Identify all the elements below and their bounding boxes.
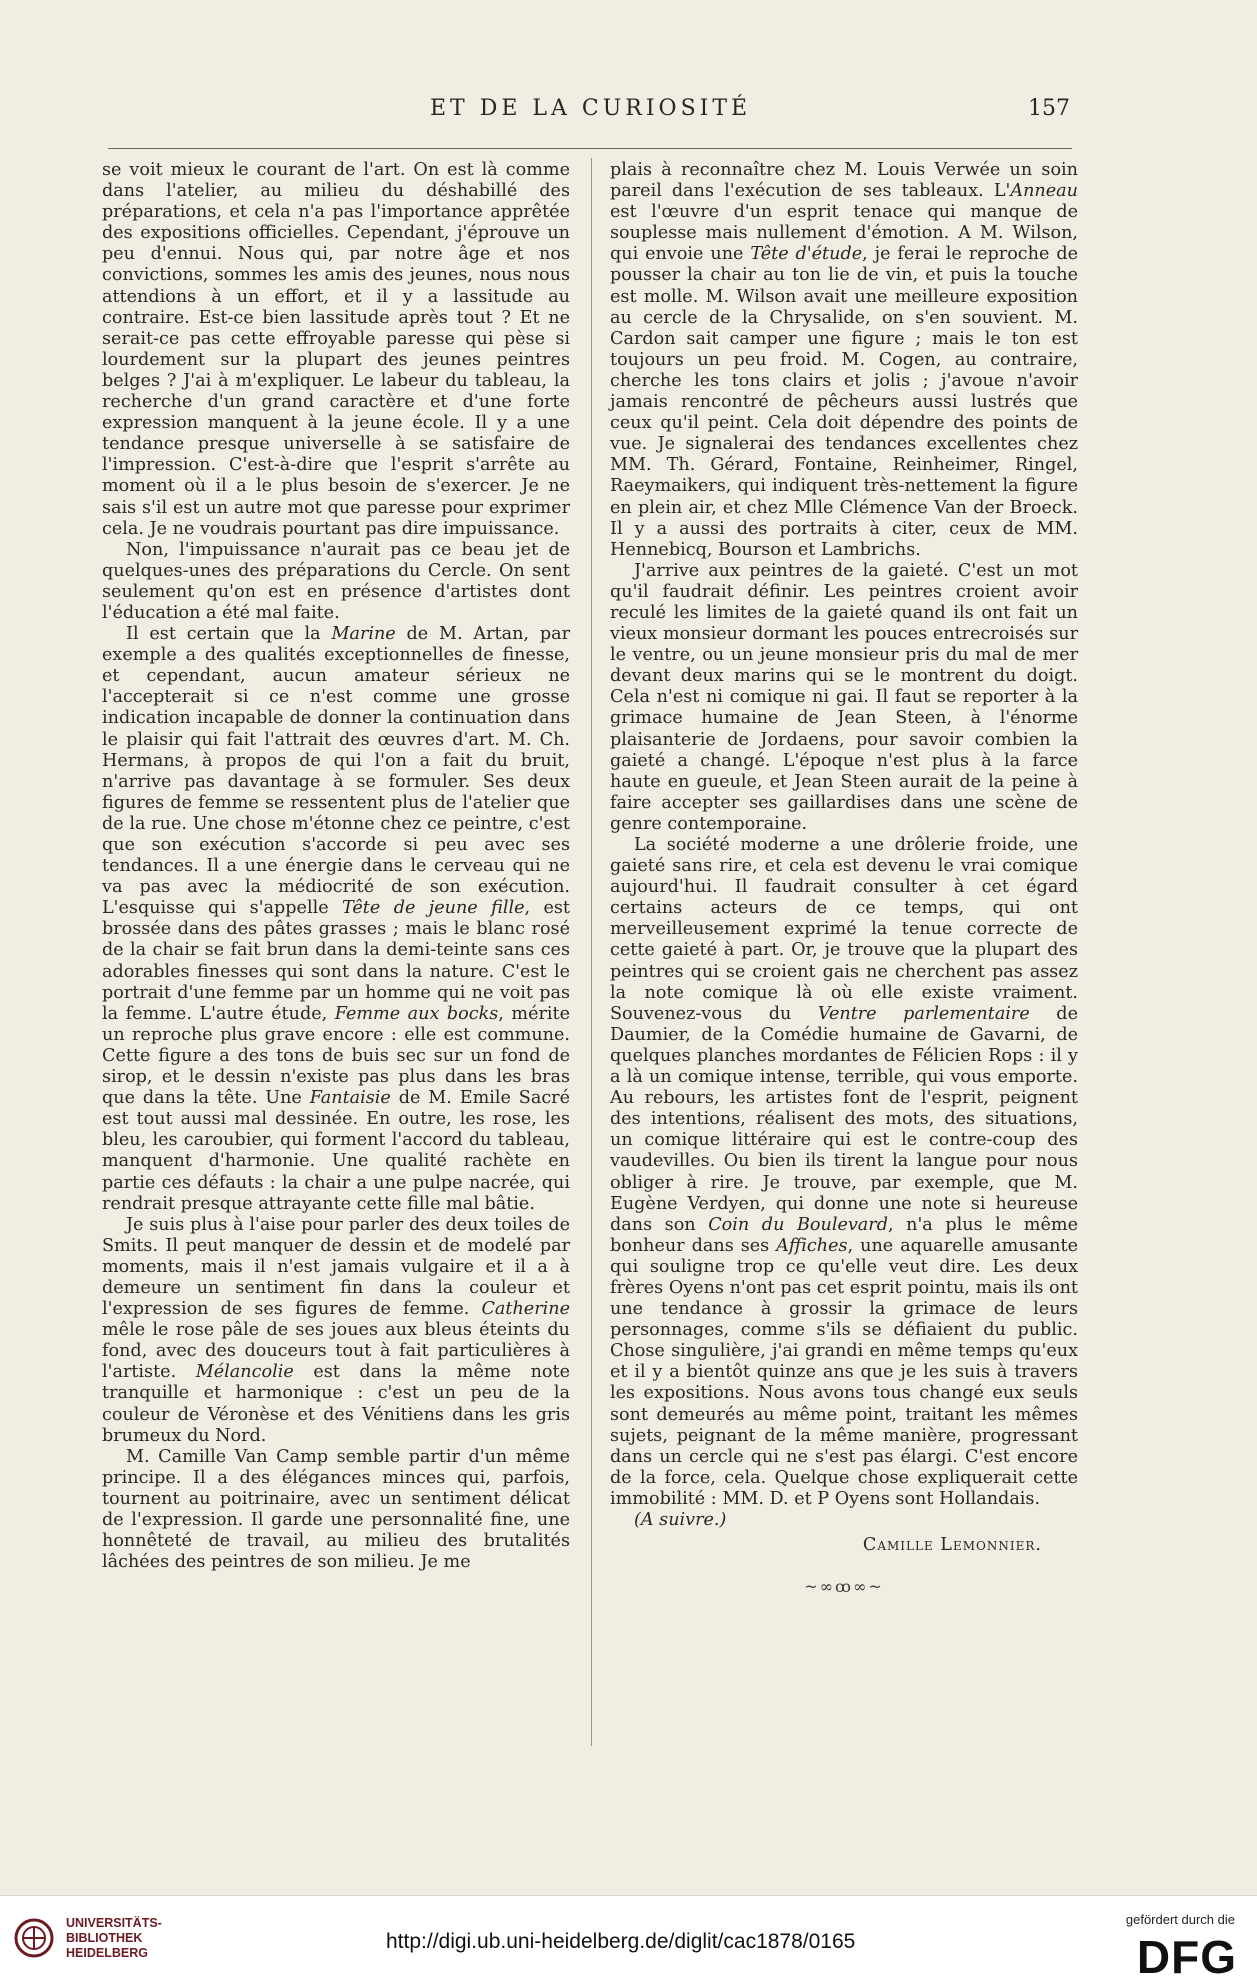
text-segment: plais à reconnaître chez M. Louis Verwée un soin pareil dans l'exécution de ses tableaux. L' (610, 160, 1078, 202)
text-segment: La société moderne a une drôlerie froide, une gaieté sans rire, et cela est devenu le vrai comique aujourd'hui. Il faudrait consulter à cet égard certains acteurs de ce temps, qui ont merveilleusement exprimé la tenue correcte de cette gaieté à part. Or, je trouve que la plupart des peintres qui se croient gais ne cherchent pas assez la note comique là où elle existe vraiment. Souvenez-vous du (610, 835, 1078, 1024)
institution-line: UNIVERSITÄTS- (66, 1916, 162, 1930)
italic-title: Tête d'étude (750, 244, 863, 265)
paragraph (102, 160, 570, 540)
paragraph (102, 1215, 570, 1447)
to-be-continued: (A suivre.) (634, 1510, 727, 1530)
italic-title: Mélancolie (195, 1362, 294, 1383)
permalink-url[interactable]: http://digi.ub.uni-heidelberg.de/diglit/cac1878/0165 (386, 1930, 856, 1953)
header-title: ET DE LA CURIOSITÉ (430, 96, 752, 121)
paragraph (102, 624, 570, 1215)
paragraph (102, 540, 570, 624)
text-segment: est l'œuvre d'un esprit tenace qui manque de souplesse mais nullement d'émotion. A M. Wilson, qui envoie une (610, 202, 1078, 265)
university-seal-icon (14, 1918, 54, 1958)
text-segment: de Daumier, de la Comédie humaine de Gavarni, de quelques planches mordantes de Félicien Rops : il y a là un comique intense, terrible, qui vous emporte. Au rebours, les artistes font de l'esprit, peignent des intentions, réalisent des mots, des situations, un comique littéraire qui est le contre-coup des vaudevilles. Ou bien ils tirent la langue pour nous obliger à rire. Je trouve, par exemple, que M. Eugène Verdyen, qui donne une note si heureuse dans son (610, 1003, 1078, 1235)
text-segment: Je suis plus à l'aise pour parler des deux toiles de Smits. Il peut manquer de dessin et de modelé par moments, mais il n'est jamais vulgaire et il a à demeure un sentiment fin dans la couleur et l'expression de ses figures de femme. (102, 1214, 570, 1320)
header-rule (108, 148, 1072, 149)
running-header (100, 96, 1080, 132)
italic-title: Ventre parlementaire (817, 1003, 1030, 1024)
text-segment: se voit mieux le courant de l'art. On est là comme dans l'atelier, au milieu du déshabillé des préparations, et cela n'a pas l'importance apprêtée des expositions officielles. Cependant, j'éprouve un peu d'ennui. Nous qui, par notre âge et nos convictions, sommes les amis des jeunes, nous nous attendions à un effort, et il y a lassitude au contraire. Est-ce bien lassitude après tout ? Et ne serait-ce pas cette effroyable paresse qui pèse si lourdement sur la plupart des jeunes peintres belges ? J'ai à m'expliquer. Le labeur du tableau, la recherche d'un grand caractère et d'une forte expression manquent à la jeune école. Il y a une tendance presque universelle à se satisfaire de l'impression. C'est-à-dire que l'esprit s'arrête au moment où il a le plus besoin de s'exercer. Je ne sais s'il est un autre mot que paresse pour exprimer cela. Je ne voudrais pourtant pas dire impuissance. (102, 160, 570, 539)
italic-title: Affiches (776, 1235, 848, 1256)
paragraph (102, 1447, 570, 1574)
funding-note: gefördert durch die (1125, 1912, 1235, 1927)
page-number: 157 (1028, 96, 1070, 121)
italic-title: Catherine (481, 1299, 570, 1320)
italic-title: Anneau (1010, 181, 1078, 202)
university-library-name (66, 1916, 162, 1961)
italic-title: Femme aux bocks (334, 1003, 499, 1024)
italic-title: Tête de jeune fille (342, 898, 525, 919)
text-segment: de M. Emile Sacré est tout aussi mal dessinée. En outre, les rose, les bleu, les caroubier, qui forment l'accord du tableau, manquent d'harmonie. Une qualité rachète en partie ces défauts : la chair a une pulpe nacrée, qui rendrait presque attrayante cette fille mal bâtie. (102, 1088, 571, 1214)
institution-line: HEIDELBERG (66, 1946, 148, 1960)
left-column (102, 160, 570, 1573)
paragraph (610, 160, 1078, 561)
text-segment: , n'a plus le même bonheur dans ses (610, 1214, 1078, 1256)
paragraph (610, 835, 1078, 1510)
institution-line: BIBLIOTHEK (66, 1931, 143, 1945)
text-segment: , une aquarelle amusante qui souligne trop ce qu'elle veut dire. Les deux frères Oyens n'ont pas cet esprit pointu, mais ils ont une tendance à grossir la grimace de leurs personnages, comme s'ils se défiaient du public. Chose singulière, j'ai grandi en même temps qu'eux et il y a bientôt quinze ans que je les suis à travers les expositions. Nous avons tous changé eux seuls sont demeurés au même point, traitant les mêmes sujets, peignant de la même manière, progressant dans un cercle qui ne s'est pas élargi. C'est encore de la force, cela. Quelque chose expliquerait cette immobilité : MM. D. et P Oyens sont Hollandais. (610, 1235, 1078, 1509)
ornament-icon: ~∞ꝏ∞~ (804, 1577, 884, 1597)
italic-title: Coin du Boulevard (708, 1214, 888, 1235)
text-segment: mêle le rose pâle de ses joues aux bleus éteints du fond, avec des douceurs tout à fait particulières à l'artiste. (102, 1320, 570, 1383)
text-segment: J'arrive aux peintres de la gaieté. C'est un mot qu'il faudrait définir. Les peintres croient avoir reculé les limites de la gaieté quand ils ont fait un vieux monsieur dormant les pouces entrecroisés sur le ventre, ou un jeune monsieur pris du mal de mer devant deux marins qui se le montrent du doigt. Cela n'est ni comique ni gai. Il faut se reporter à la grimace humaine de Jean Steen, à l'énorme plaisanterie de Jordaens, pour savoir combien la gaieté a changé. L'époque n'est plus à la farce haute en gueule, et Jean Steen aurait de la peine à faire accepter ses gaillardises dans une scène de genre contemporaine. (610, 560, 1078, 834)
text-segment: M. Camille Van Camp semble partir d'un même principe. Il a des élégances minces qui, parfois, tournent au poitrinaire, avec un sentiment délicat de l'expression. Il garde une personnalité fine, une honnêteté de travail, au milieu des brutalités lâchées des peintres de son milieu. Je me (102, 1446, 570, 1573)
text-segment: de M. Artan, par exemple a des qualités exceptionnelles de finesse, et cependant, aucun amateur sérieux ne l'accepterait si ce n'est comme une grosse indication incapable de donner la continuation dans le plaisir qui fait l'attrait des œuvres d'art. M. Ch. Hermans, à propos de qui l'on a fait du bruit, n'arrive pas davantage à se formuler. Ses deux figures de femme se ressentent plus de l'atelier que de la rue. Une chose m'étonne chez ce peintre, c'est que son exécution s'accorde si peu avec ses tendances. Il a une énergie dans le cerveau qui ne va pas avec la médiocrité de son exécution. L'esquisse qui s'appelle (102, 624, 570, 919)
text-segment: est dans la même note tranquille et harmonique : c'est un peu de la couleur de Véronèse et des Vénitiens dans les gris brumeux du Nord. (102, 1362, 570, 1446)
text-segment: , je ferai le reproche de pousser la chair au ton lie de vin, et puis la touche est molle. M. Wilson avait une meilleure exposition au cercle de la Chrysalide, on s'en souvient. M. Cardon sait camper une figure ; mais le ton est toujours un peu froid. M. Cogen, au contraire, cherche les tons clairs et jolis ; j'avoue n'avoir jamais rencontré de pêcheurs aussi lustrés que ceux qu'il peint. Cela doit dépendre des points de vue. Je signalerai des tendances excellentes chez MM. Th. Gérard, Fontaine, Reinheimer, Ringel, Raeymaikers, qui indiquent très-nettement la figure en plein air, et chez Mlle Clémence Van der Broeck. Il y a aussi des portraits à citer, ceux de MM. Hennebicq, Bourson et Lambrichs. (610, 244, 1078, 560)
author-signature: Camille Lemonnier. (862, 1535, 1042, 1556)
paragraph (610, 561, 1078, 835)
italic-title: Fantaisie (309, 1088, 391, 1109)
column-divider (591, 158, 592, 1746)
footer-bar (0, 1895, 1257, 1988)
italic-title: Marine (331, 624, 396, 645)
dfg-logo: DFG (1136, 1931, 1237, 1983)
right-column (610, 160, 1078, 1597)
text-segment: Il est certain que la (126, 624, 332, 645)
text-segment: Non, l'impuissance n'aurait pas ce beau jet de quelques-unes des préparations du Cercle. On sent seulement qu'on est en présence d'artistes dont l'éducation a été mal faite. (102, 539, 570, 623)
text-segment: , mérite un reproche plus grave encore : elle est commune. Cette figure a des tons de buis sec sur un fond de sirop, et le dessin n'existe pas plus dans les bras que dans la tête. Une (102, 1003, 571, 1109)
text-segment: , est brossée dans des pâtes grasses ; mais le blanc rosé de la chair se fait brun dans la demi-teinte sans ces adorables finesses qui sont dans la nature. C'est le portrait d'une femme par un homme qui ne voit pas la femme. L'autre étude, (102, 898, 570, 1024)
